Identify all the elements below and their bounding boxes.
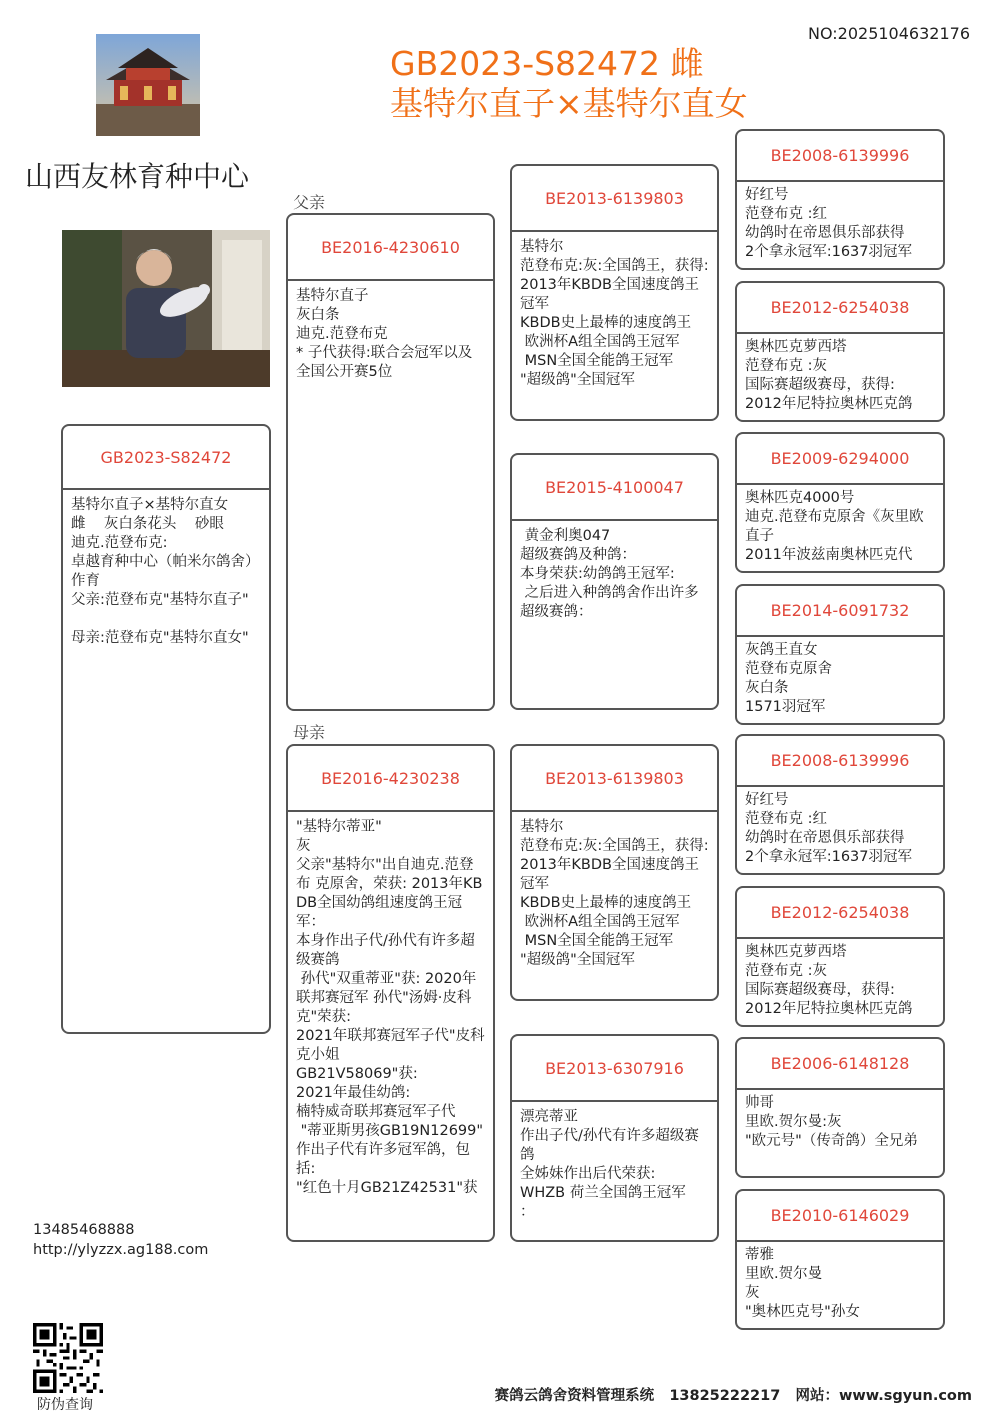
grandparent-card xyxy=(510,453,719,710)
qr-verify-label: 防伪查询 xyxy=(37,1397,93,1413)
father-section-label: 父亲 xyxy=(293,193,326,212)
grandparent-ring: BE2015-4100047 xyxy=(512,455,717,521)
dam-description: "基特尔蒂亚" 灰 父亲"基特尔"出自迪克.范登布 克原舍，荣获: 2013年KBDB全国幼鸽组速度鸽王冠军： 本身作出子代/孙代有许多超级赛鸽 孙代"双重蒂亚"获: 2020年联邦赛冠军 孙代"汤姆·皮科克"荣获: 2021年联邦赛冠军子代"皮科克小姐 GB21V58069"获: 2021年最佳幼鸽: 楠特威奇联邦赛冠军子代 "蒂亚斯男孩GB19N12699" 作出子代有许多冠军鸽，包括: "红色十月GB21Z42531"获 xyxy=(296,819,485,1196)
subject-card xyxy=(61,424,271,1034)
great-grandparent-description: 灰鸽王直女 范登布克原舍 灰白条 1571羽冠军 xyxy=(745,642,832,715)
great-grandparent-card xyxy=(735,281,945,422)
sire-ring: BE2016-4230610 xyxy=(288,215,493,281)
great-grandparent-ring: BE2008-6139996 xyxy=(737,736,943,787)
title-ring-line: GB2023-S82472 雌 xyxy=(390,44,704,83)
loft-name: 山西友林育种中心 xyxy=(25,160,250,193)
great-grandparent-ring: BE2008-6139996 xyxy=(737,131,943,182)
grandparent-ring: BE2013-6139803 xyxy=(512,746,717,812)
grandparent-description: 基特尔 范登布克:灰:全国鸽王，获得: 2013年KBDB全国速度鸽王冠军 KBDB史上最棒的速度鸽王 欧洲杯A组全国鸽王冠军 MSN全国全能鸽王冠军 "超级鸽"全国冠军 xyxy=(520,239,709,388)
sire-description: 基特尔直子 灰白条 迪克.范登布克 * 子代获得:联合会冠军以及全国公开赛5位 xyxy=(296,288,473,380)
great-grandparent-ring: BE2009-6294000 xyxy=(737,434,943,485)
title-parents-line: 基特尔直子×基特尔直女 xyxy=(390,84,748,123)
great-grandparent-ring: BE2010-6146029 xyxy=(737,1191,943,1242)
contact-phone: 13485468888 xyxy=(33,1222,135,1238)
great-grandparent-ring: BE2012-6254038 xyxy=(737,888,943,939)
great-grandparent-description: 好红号 范登布克 :红 幼鸽时在帝恩俱乐部获得 2个拿永冠军:1637羽冠军 xyxy=(745,792,913,865)
document-number: NO:2025104632176 xyxy=(807,24,970,43)
great-grandparent-description: 奥林匹克4000号 迪克.范登布克原舍《灰里欧直子 2011年波兹南奥林匹克代 xyxy=(745,490,924,563)
grandparent-card xyxy=(510,744,719,1001)
dam-card xyxy=(286,744,495,1242)
grandparent-card xyxy=(510,164,719,421)
grandparent-ring: BE2013-6139803 xyxy=(512,166,717,232)
subject-description: 基特尔直子×基特尔直女 雌 灰白条花头 砂眼 迪克.范登布克: 卓越育种中心（帕米尔鸽舍）作育 父亲:范登布克"基特尔直子" 母亲:范登布克"基特尔直女" xyxy=(71,497,260,646)
grandparent-description: 黄金利奥047 超级赛鸽及种鸽： 本身荣获:幼鸽鸽王冠军: 之后进入种鸽鸽舍作出许多超级赛鸽： xyxy=(520,528,699,620)
subject-ring: GB2023-S82472 xyxy=(63,426,269,490)
loft-logo-image xyxy=(96,34,200,136)
great-grandparent-card xyxy=(735,1189,945,1330)
great-grandparent-ring: BE2012-6254038 xyxy=(737,283,943,334)
great-grandparent-ring: BE2006-6148128 xyxy=(737,1039,943,1090)
great-grandparent-description: 奥林匹克萝西塔 范登布克 :灰 国际赛超级赛母，获得: 2012年尼特拉奥林匹克鸽 xyxy=(745,339,913,412)
great-grandparent-description: 好红号 范登布克 :红 幼鸽时在帝恩俱乐部获得 2个拿永冠军:1637羽冠军 xyxy=(745,187,913,260)
dam-ring: BE2016-4230238 xyxy=(288,746,493,812)
great-grandparent-description: 帅哥 里欧.贺尔曼:灰 "欧元号"（传奇鸽）全兄弟 xyxy=(745,1095,918,1149)
qr-code-image[interactable] xyxy=(33,1323,103,1393)
great-grandparent-description: 奥林匹克萝西塔 范登布克 :灰 国际赛超级赛母，获得: 2012年尼特拉奥林匹克鸽 xyxy=(745,944,913,1017)
grandparent-description: 漂亮蒂亚 作出子代/孙代有许多超级赛鸽 全姊妹作出后代荣获: WHZB 荷兰全国鸽王冠军 ： xyxy=(520,1109,699,1220)
mother-section-label: 母亲 xyxy=(293,723,326,742)
pedigree-title xyxy=(390,44,748,124)
sire-card xyxy=(286,213,495,711)
great-grandparent-card xyxy=(735,584,945,725)
grandparent-card xyxy=(510,1034,719,1242)
great-grandparent-card xyxy=(735,1037,945,1178)
breeder-photo xyxy=(62,230,270,387)
footer-system-info: 赛鸽云鸽舍资料管理系统 13825222217 网站：www.sgyun.com xyxy=(494,1388,972,1404)
great-grandparent-card xyxy=(735,886,945,1027)
great-grandparent-card xyxy=(735,129,945,270)
great-grandparent-card xyxy=(735,734,945,875)
contact-website-link[interactable]: http://ylyzzx.ag188.com xyxy=(33,1242,209,1258)
great-grandparent-description: 蒂雅 里欧.贺尔曼 灰 "奥林匹克号"孙女 xyxy=(745,1247,860,1320)
great-grandparent-card xyxy=(735,432,945,573)
great-grandparent-ring: BE2014-6091732 xyxy=(737,586,943,637)
grandparent-ring: BE2013-6307916 xyxy=(512,1036,717,1102)
grandparent-description: 基特尔 范登布克:灰:全国鸽王，获得: 2013年KBDB全国速度鸽王冠军 KBDB史上最棒的速度鸽王 欧洲杯A组全国鸽王冠军 MSN全国全能鸽王冠军 "超级鸽"全国冠军 xyxy=(520,819,709,968)
